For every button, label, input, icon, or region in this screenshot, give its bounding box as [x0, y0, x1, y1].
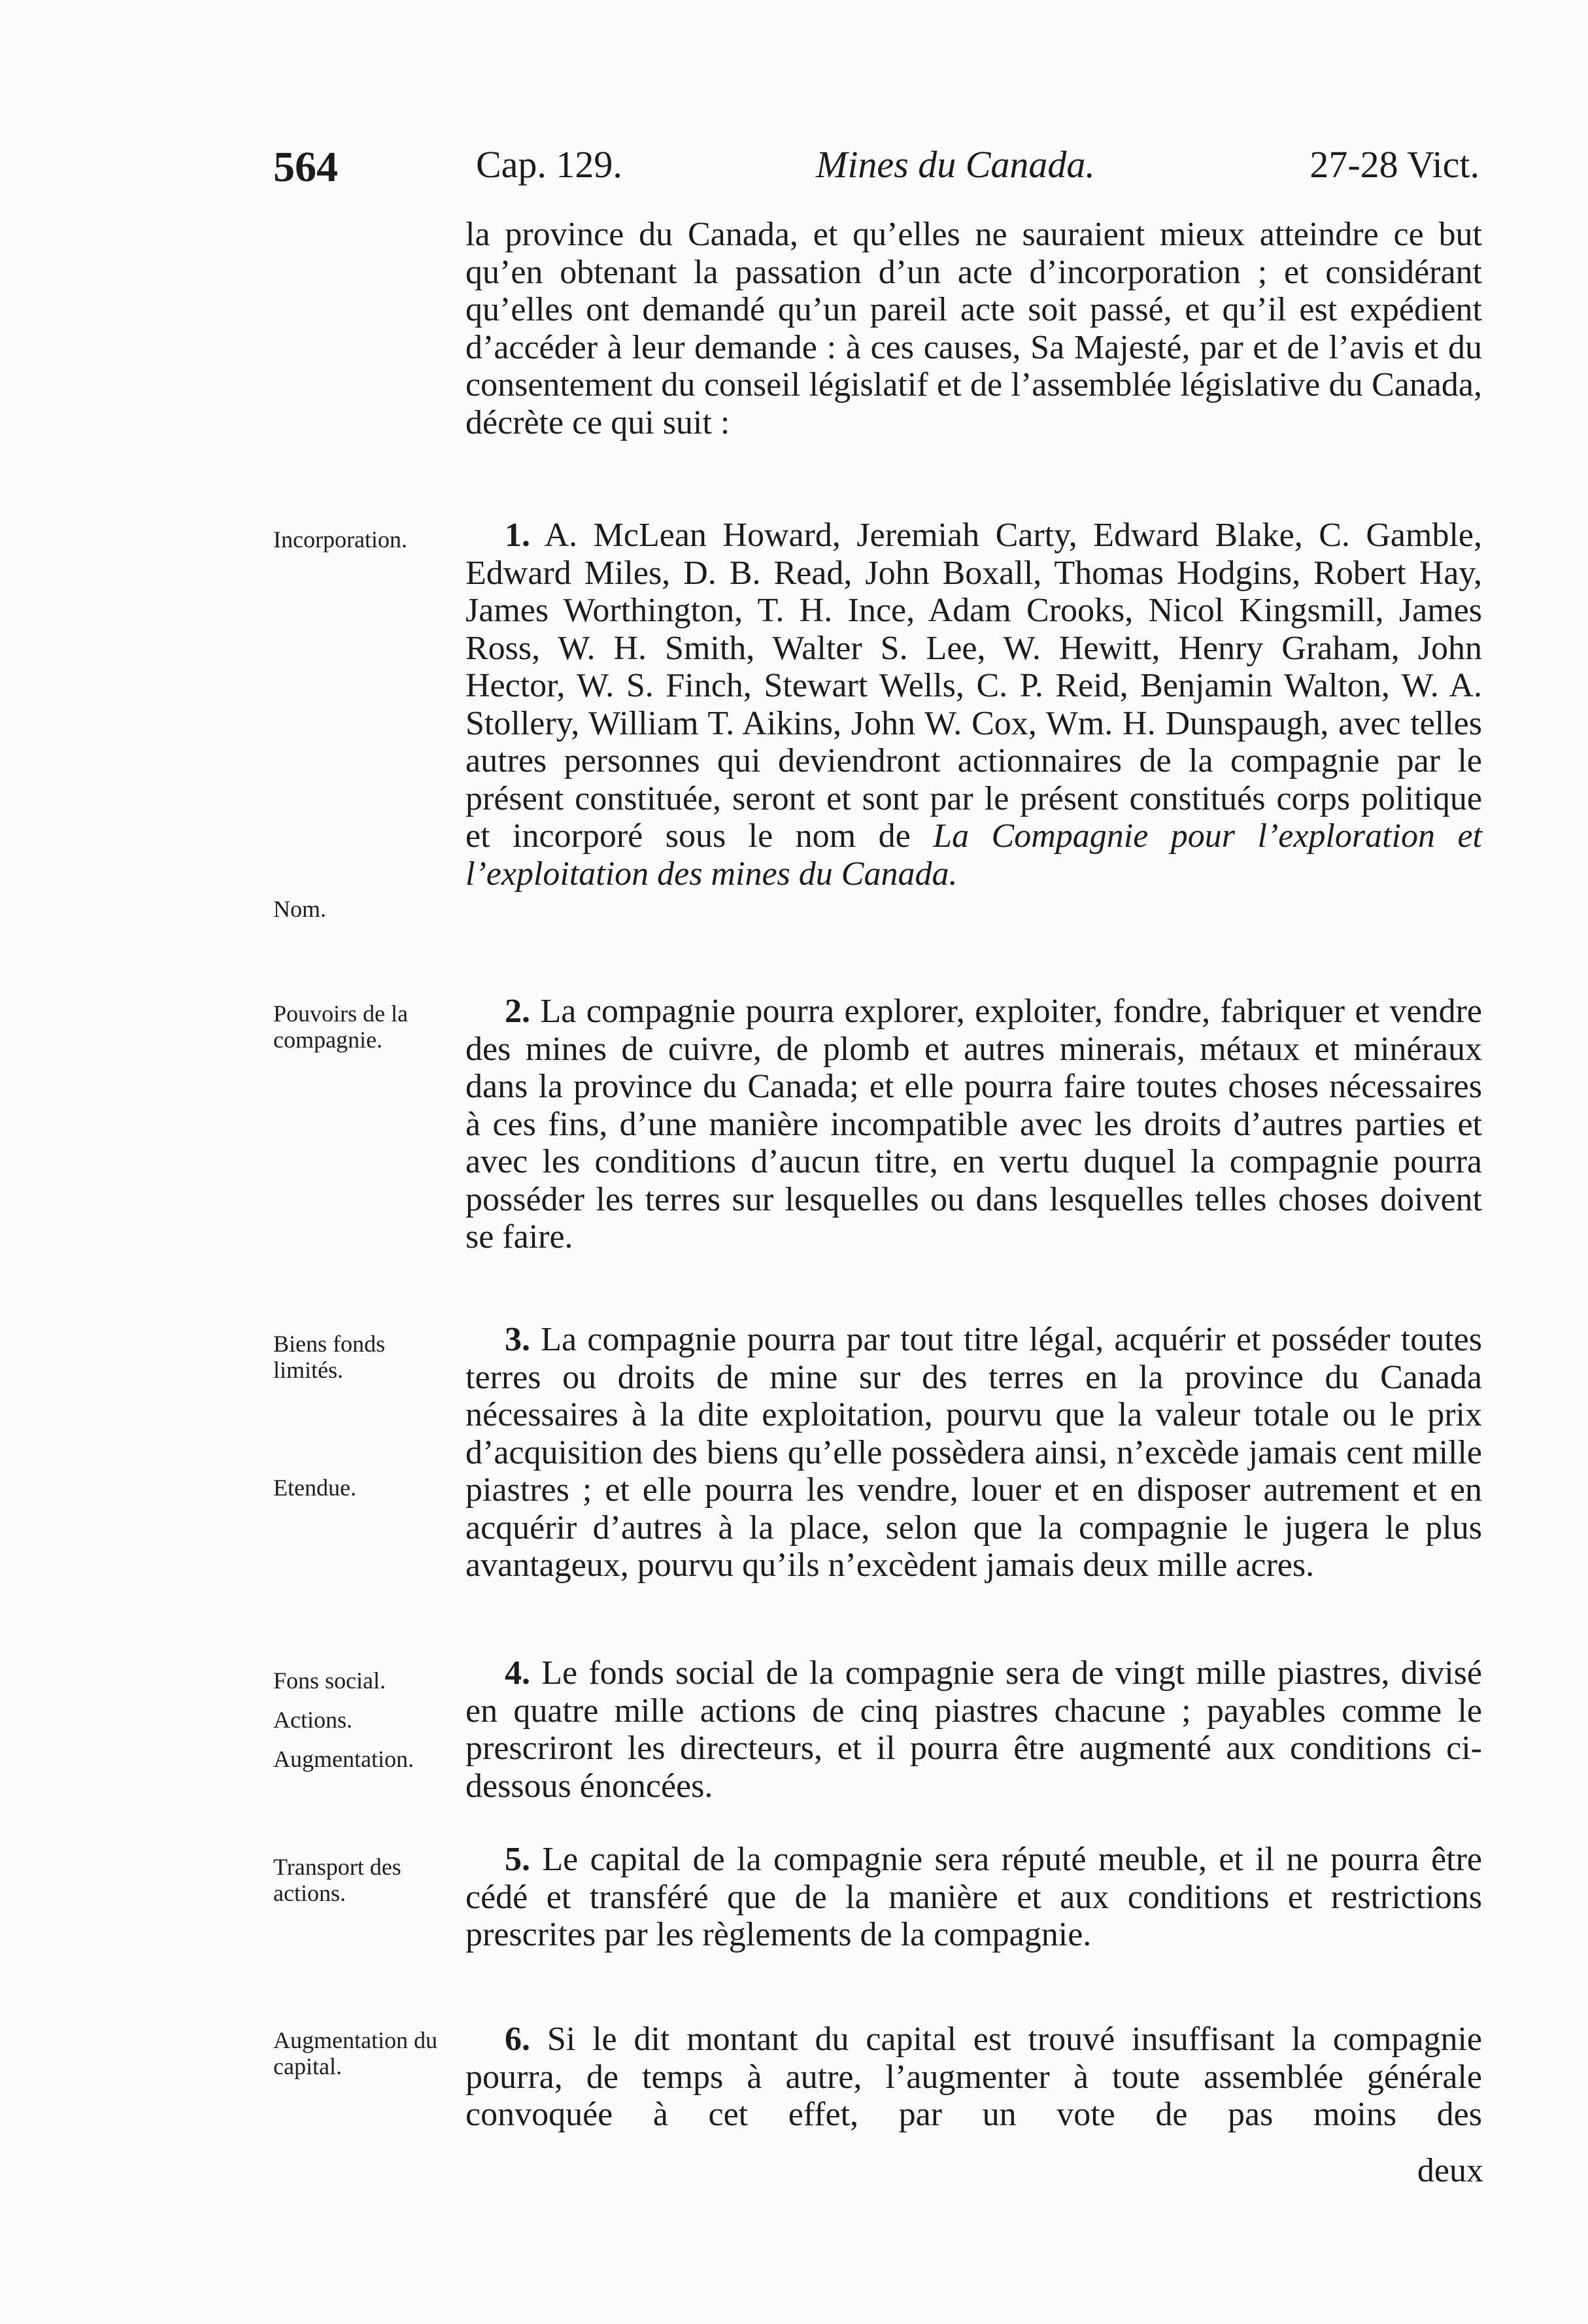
section-1: [465, 517, 1482, 893]
running-header: [273, 143, 1479, 195]
section-6: [465, 2021, 1482, 2134]
catchword: deux: [1417, 2152, 1483, 2189]
section-5-text: Le capital de la compagnie sera réputé meuble, et il ne pourra être cédé et transféré que de la manière et aux conditions et restrictions prescrites par les règlements de la compagnie.: [465, 1841, 1483, 1953]
margin-note-incorporation: Incorporation.: [273, 526, 407, 553]
section-6-text: Si le dit montant du capital est trouvé insuffisant la compagnie pourra, de temps à autre, l’augmenter à toute assemblée générale convoquée à cet effet, par un vote de pas moins des: [465, 2021, 1483, 2133]
margin-note-etendue: Etendue.: [273, 1475, 356, 1501]
section-3-number: 3.: [505, 1321, 530, 1358]
section-3: [465, 1321, 1482, 1584]
margin-note-augmentation-capital: Augmentation du capital.: [273, 2027, 437, 2079]
regnal-year: 27-28 Vict.: [1309, 143, 1479, 186]
section-5: [465, 1841, 1482, 1954]
margin-note-nom: Nom.: [273, 896, 326, 922]
margin-note-transport: Transport des actions.: [273, 1854, 401, 1906]
section-1-number: 1.: [505, 517, 530, 554]
section-3-text: La compagnie pourra par tout titre légal, acquérir et posséder toutes terres ou droits de mine sur des terres en la province du Canada nécessaires à la dite exploitation, pourvu que la valeur totale ou le prix d’acquisition des biens qu’elle possèdera ainsi, n’excède jamais cent mille piastres ; et elle pourra les vendre, louer et en disposer autrement et en acquérir d’autres à la place, selon que la compagnie le jugera le plus avantageux, pourvu qu’ils n’excèdent jamais deux mille acres.: [465, 1321, 1482, 1584]
margin-note-augmentation: Augmentation.: [273, 1746, 414, 1772]
margin-note-pouvoirs: Pouvoirs de la compagnie.: [273, 1000, 408, 1053]
section-4-number: 4.: [505, 1654, 530, 1692]
chapter-number: Cap. 129.: [476, 143, 622, 186]
section-4: [465, 1654, 1482, 1805]
margin-note-biens-fonds: Biens fonds limités.: [273, 1331, 385, 1383]
section-2: [465, 993, 1482, 1256]
section-2-number: 2.: [505, 993, 530, 1030]
corporate-name: La Compagnie pour l’exploration et l’exploitation des mines du Canada.: [465, 817, 1483, 893]
preamble-text: la province du Canada, et qu’elles ne sauraient mieux atteindre ce but qu’en obtenant la passation d’un acte d’incorporation ; et considérant qu’elles ont demandé qu’un pareil acte soit passé, et qu’il est expédient d’accéder à leur demande : à ces causes, Sa Majesté, par et de l’avis et du consentement du conseil législatif et de l’assemblée législative du Canada, décrète ce qui suit :: [465, 216, 1482, 441]
preamble-block: [465, 216, 1482, 441]
section-4-text: Le fonds social de la compagnie sera de vingt mille piastres, divisé en quatre mille actions de cinq piastres chacune ; payables comme le prescriront les directeurs, et il pourra être augmenté aux conditions ci-dessous énoncées.: [465, 1654, 1482, 1805]
running-title: Mines du Canada.: [816, 143, 1095, 186]
section-6-number: 6.: [505, 2021, 530, 2058]
page-number: 564: [273, 143, 338, 191]
section-2-text: La compagnie pourra explorer, exploiter, fondre, fabriquer et vendre des mines de cuivre, de plomb et autres minerais, métaux et minéraux dans la province du Canada; et elle pourra faire toutes choses nécessaires à ces fins, d’une manière incompatible avec les droits d’autres parties et avec les conditions d’aucun titre, en vertu duquel la compagnie pourra posséder les terres sur lesquelles ou dans lesquelles telles choses doivent se faire.: [465, 993, 1483, 1256]
section-1-text: A. McLean Howard, Jeremiah Carty, Edward Blake, C. Gamble, Edward Miles, D. B. Read, John Boxall, Thomas Hodgins, Robert Hay, James Worthington, T. H. Ince, Adam Crooks, Nicol Kingsmill, James Ross, W. H. Smith, Walter S. Lee, W. Hewitt, Henry Graham, John Hector, W. S. Finch, Stewart Wells, C. P. Reid, Benjamin Walton, W. A. Stollery, William T. Aikins, John W. Cox, Wm. H. Dunspaugh, avec telles autres personnes qui deviendront actionnaires de la compagnie par le présent constituée, seront et sont par le présent constitués corps politique et incorporé sous le nom de: [465, 517, 1482, 855]
margin-note-actions: Actions.: [273, 1707, 352, 1733]
section-5-number: 5.: [505, 1841, 530, 1878]
margin-note-fonds-social: Fons social.: [273, 1667, 386, 1694]
